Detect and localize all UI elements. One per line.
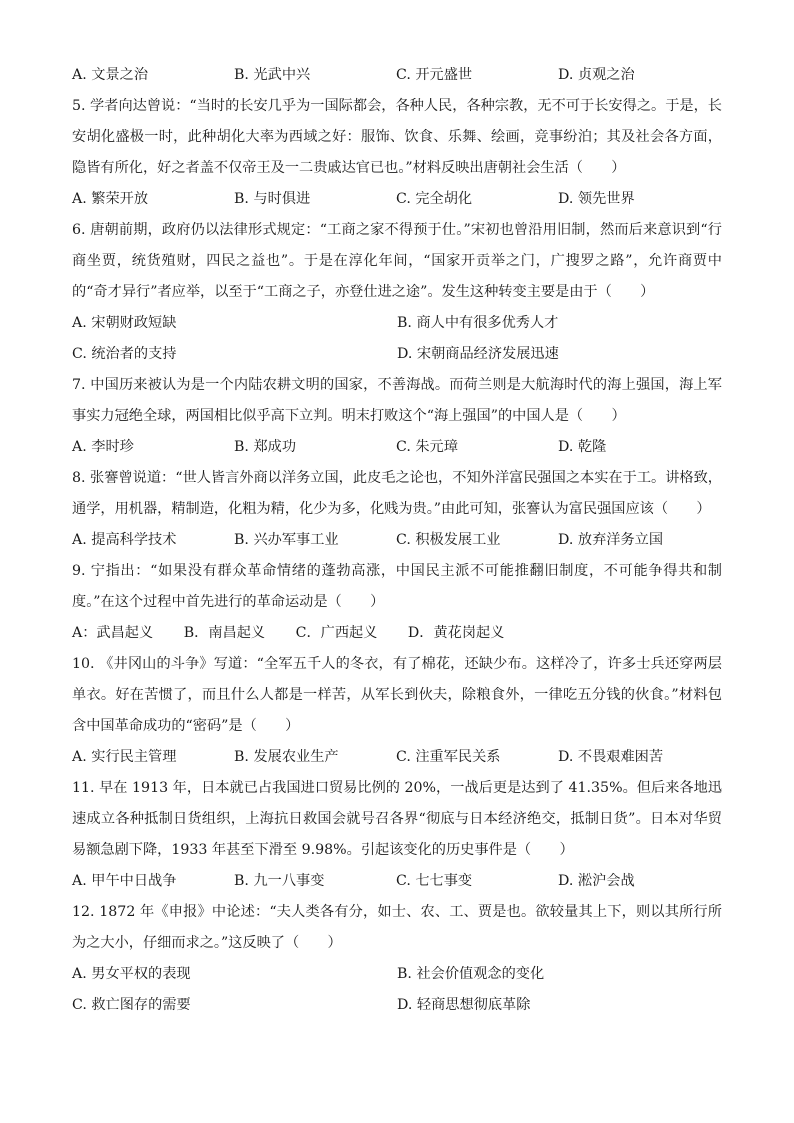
q9-option-a: A：武昌起义: [72, 625, 154, 641]
q6-stem: 6. 唐朝前期，政府仍以法律形式规定：“工商之家不得预于仕。”宋初也曾沿用旧制，然而后来意识到“行商坐贾，统货殖财，四民之益也”。于是在淳化年间，“国家开贡举之门，广搜罗之路”，允许商贾中的“奇才异行”者应举，以至于“工商之子，亦登仕进之途”。发生这种转变主要是由于（ ）: [72, 222, 722, 300]
q7-option-b: B. 郑成功: [234, 439, 297, 455]
q8-option-d: D. 放弃洋务立国: [558, 532, 664, 548]
q10-option-a: A. 实行民主管理: [72, 749, 177, 765]
q5-stem: 5. 学者向达曾说：“当时的长安几乎为一国际都会，各种人民，各种宗教，无不可于长安得之。于是，长安胡化盛极一时，此种胡化大率为西域之好：服饰、饮食、乐舞、绘画，竞事纷泊；其及社会各方面，隐皆有所化，好之者盖不仅帝王及一二贵戚达官已也。”材料反映出唐朝社会生活（ ）: [72, 98, 722, 176]
q10-stem: 10. 《井冈山的斗争》写道：“全军五千人的冬衣，有了棉花，还缺少布。这样冷了，许多士兵还穿两层单衣。好在苦惯了，而且什么人都是一样苦，从军长到伙夫，除粮食外，一律吃五分钱的伙食。”材料包含中国革命成功的“密码”是（ ）: [72, 656, 722, 734]
q7-options: [72, 432, 722, 463]
q6-options-row2: [72, 339, 722, 370]
q6-option-a: A. 宋朝财政短缺: [72, 315, 177, 331]
q12-options-row2: [72, 990, 722, 1021]
q9-stem: 9. 宁指出：“如果没有群众革命情绪的蓬勃高涨，中国民主派不可能推翻旧制度，不可能争得共和制度。”在这个过程中首先进行的革命运动是（ ）: [72, 563, 722, 610]
q10-option-d: D. 不畏艰难困苦: [558, 749, 664, 765]
q12-option-a: A. 男女平权的表现: [72, 966, 191, 982]
q5-option-d: D. 领先世界: [558, 191, 635, 207]
q6-option-d: D. 宋朝商品经济发展迅速: [397, 346, 559, 362]
q11-option-a: A. 甲午中日战争: [72, 873, 177, 889]
q5-options: [72, 184, 722, 215]
q4-options: [72, 60, 722, 91]
q7-option-c: C. 朱元璋: [396, 439, 458, 455]
q4-option-c: C. 开元盛世: [396, 67, 473, 83]
q11-option-b: B. 九一八事变: [234, 873, 325, 889]
q9-options: [72, 618, 722, 649]
q12-option-c: C. 救亡图存的需要: [72, 997, 191, 1013]
q11-stem: 11. 早在 1913 年，日本就已占我国进口贸易比例的 20%，一战后更是达到了 41.35%。但后来各地迅速成立各种抵制日货组织，上海抗日救国会就号召各界“彻底与日本经济绝交，抵制日货”。日本对华贸易额急剧下降，1933 年甚至下滑至 9.98%。引起该变化的历史事件是（ ）: [72, 780, 722, 858]
question-list: [72, 60, 722, 1021]
q7-option-d: D. 乾隆: [558, 439, 607, 455]
q10-options: [72, 742, 722, 773]
q12-options-row1: [72, 959, 722, 990]
q6-option-c: C. 统治者的支持: [72, 346, 177, 362]
q5-option-c: C. 完全胡化: [396, 191, 473, 207]
q8-option-c: C. 积极发展工业: [396, 532, 501, 548]
q6-option-b: B. 商人中有很多优秀人才: [397, 315, 559, 331]
q7-stem: 7. 中国历来被认为是一个内陆农耕文明的国家，不善海战。而荷兰则是大航海时代的海上强国，海上军事实力冠绝全球，两国相比似乎高下立判。明末打败这个“海上强国”的中国人是（ ）: [72, 377, 722, 424]
q8-options: [72, 525, 722, 556]
q5-option-a: A. 繁荣开放: [72, 191, 149, 207]
q8-option-a: A. 提高科学技术: [72, 532, 177, 548]
q12-stem: 12. 1872 年《申报》中论述：“夫人类各有分，如士、农、工、贾是也。欲较量其上下，则以其所行所为之大小，仔细而求之。”这反映了（ ）: [72, 904, 722, 951]
q7-option-a: A. 李时珍: [72, 439, 134, 455]
q11-options: [72, 866, 722, 897]
q9-option-b: B．南昌起义: [183, 625, 266, 641]
q5-option-b: B. 与时俱进: [234, 191, 311, 207]
q11-option-d: D. 淞沪会战: [558, 873, 635, 889]
q12-option-d: D. 轻商思想彻底革除: [397, 997, 531, 1013]
q9-option-c: C．广西起义: [295, 625, 378, 641]
q12-option-b: B. 社会价值观念的变化: [397, 966, 545, 982]
q9-option-d: D．黄花岗起义: [407, 625, 505, 641]
q8-option-b: B. 兴办军事工业: [234, 532, 339, 548]
q4-option-b: B. 光武中兴: [234, 67, 311, 83]
q4-option-d: D. 贞观之治: [558, 67, 635, 83]
q10-option-c: C. 注重军民关系: [396, 749, 501, 765]
q11-option-c: C. 七七事变: [396, 873, 473, 889]
q4-option-a: A. 文景之治: [72, 67, 149, 83]
q10-option-b: B. 发展农业生产: [234, 749, 339, 765]
q6-options-row1: [72, 308, 722, 339]
q8-stem: 8. 张謇曾说道：“世人皆言外商以洋务立国，此皮毛之论也，不知外洋富民强国之本实在于工。讲格致，通学，用机器，精制造，化粗为精，化少为多，化贱为贵。”由此可知，张謇认为富民强国应该（ ）: [72, 470, 722, 517]
